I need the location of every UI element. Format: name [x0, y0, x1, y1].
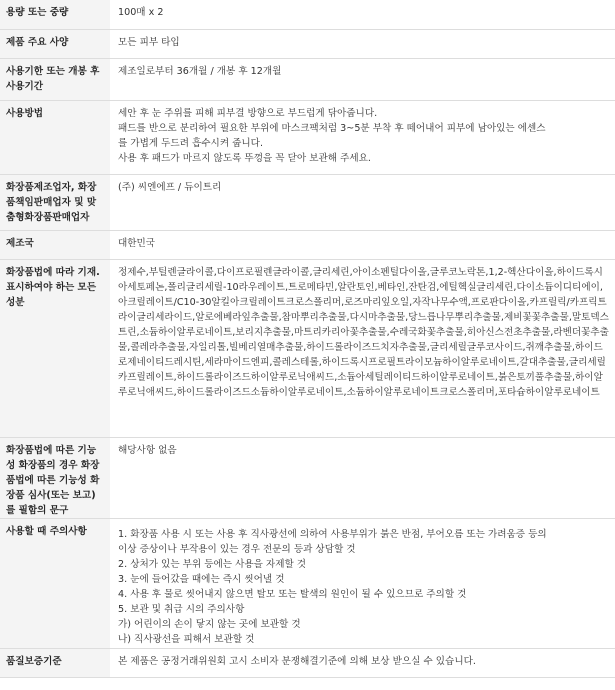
value-line: 이상 증상이나 부작용이 있는 경우 전문의 등과 상담할 것: [118, 543, 356, 555]
value-line: 3. 눈에 들어갔을 때에는 즉시 씻어낼 것: [118, 573, 285, 585]
row-value-capacity: [110, 0, 615, 29]
row-value-cautions: [110, 518, 615, 648]
table-row: [0, 648, 615, 677]
value-line: 모든 피부 타입: [118, 36, 180, 48]
row-label-usage: 사용방법: [0, 100, 110, 174]
value-line: 대한민국: [118, 237, 156, 249]
row-label-spec: 제품 주요 사양: [0, 29, 110, 58]
table-row: [0, 437, 615, 518]
row-value-functional: [110, 437, 615, 518]
row-label-quality: 품질보증기준: [0, 648, 110, 677]
row-label-functional: 화장품법에 따른 기능성 화장품의 경우 화장품법에 따른 기능성 화장품 심사(또는 보고)를 필함의 문구: [0, 437, 110, 518]
row-label-capacity: 용량 또는 중량: [0, 0, 110, 29]
table-row: [0, 100, 615, 174]
table-row: [0, 230, 615, 259]
table-row: [0, 58, 615, 100]
value-line: 를 가볍게 두드려 흡수시켜 줍니다.: [118, 137, 263, 149]
table-row: [0, 29, 615, 58]
row-value-expiry: [110, 58, 615, 100]
row-label-country: 제조국: [0, 230, 110, 259]
value-line: 제조일로부터 36개월 / 개봉 후 12개월: [118, 65, 282, 77]
row-label-expiry: 사용기한 또는 개봉 후 사용기간: [0, 58, 110, 100]
row-label-ingredients: 화장품법에 따라 기재. 표시하여야 하는 모든 성분: [0, 259, 110, 437]
value-line: 4. 사용 후 물로 씻어내지 않으면 탈모 또는 탈색의 원인이 될 수 있으므로 주의할 것: [118, 588, 467, 600]
table-row: [0, 174, 615, 230]
value-line: 해당사항 없음: [118, 444, 177, 456]
row-value-country: [110, 230, 615, 259]
row-label-manufacturer: 화장품제조업자, 화장품책임판매업자 및 맞춤형화장품판매업자: [0, 174, 110, 230]
row-value-manufacturer: [110, 174, 615, 230]
value-line: 100매 x 2: [118, 7, 164, 18]
value-line: 가) 어린이의 손이 닿지 않는 곳에 보관할 것: [118, 618, 301, 630]
value-line: 본 제품은 공정거래위원회 고시 소비자 분쟁해결기준에 의해 보상 받으실 수 있습니다.: [118, 655, 476, 667]
value-line: 1. 화장품 사용 시 또는 사용 후 직사광선에 의하여 사용부위가 붉은 반점, 부어오름 또는 가려움증 등의: [118, 528, 547, 540]
value-line: 세안 후 눈 주위를 피해 피부결 방향으로 부드럽게 닦아줍니다.: [118, 107, 378, 119]
value-line: 사용 후 패드가 마르지 않도록 뚜껑을 꼭 닫아 보관해 주세요.: [118, 152, 371, 164]
value-line: 5. 보관 및 취급 시의 주의사항: [118, 603, 245, 615]
ingredients-text: 정제수,부틸렌글라이콜,다이프로필렌글라이콜,글리세린,아이소펜틸다이올,글루코노락톤,1,2-헥산다이올,하이드록시아세토페논,폴리글리세릴-10라우레이트,트로메타민,알란토인,베타인,잔탄검,에틸헥실글리세린,다이소듐이디티에이,아크릴레이트/C10-30알킬아크릴레이트크로스폴리머,로즈마리잎오일,자작나무수액,프로판다이올,카프릴릭/카프릭트라이글리세라이드,알로에베라잎추출물,참마뿌리추출물,다시마추출물,당느릅나무뿌리추출물,제비꽃꽃추출물,말토덱스트린,소듐하이알루로네이트,보리지추출물,마트리카리아꽃추출물,수레국화꽃추출물,히아신스전초추출물,라벤더꽃추출물,콜레라추출물,자일리톨,빌베리열매추출물,하이드롤라이즈드치자추출물,글리세릴글루코사이드,쥐깨추출물,하이드로제네이티드레시틴,세라마이드엔피,콜레스테롤,하이드록시프로필트라이모늄하이알루로네이트,갈대추출물,글리세릴카프릴레이트,하이드롤라이즈드하이알루로닉애씨드,소듐아세틸레이티드하이알루로네이트,붉은토끼풀추출물,하이알루로닉애씨드,하이드롤라이즈드소듐하이알루로네이트,소듐하이알루로네이트크로스폴리머,포타슘하이알루로네이트: [118, 266, 609, 398]
value-line: 2. 상처가 있는 부위 등에는 사용을 자제할 것: [118, 558, 307, 570]
table-row: [0, 0, 615, 29]
value-line: 나) 직사광선을 피해서 보관할 것: [118, 633, 255, 645]
row-value-spec: [110, 29, 615, 58]
row-value-usage: [110, 100, 615, 174]
table-row: [0, 259, 615, 437]
value-line: (주) 씨엔에프 / 듀이트리: [118, 181, 222, 193]
row-label-cautions: 사용할 때 주의사항: [0, 518, 110, 648]
table-row: [0, 518, 615, 648]
value-line: 패드를 반으로 분리하여 필요한 부위에 마스크팩처럼 3~5분 부착 후 떼어내어 피부에 남아있는 에센스: [118, 122, 546, 134]
row-value-quality: [110, 648, 615, 677]
row-value-ingredients: [110, 259, 615, 437]
